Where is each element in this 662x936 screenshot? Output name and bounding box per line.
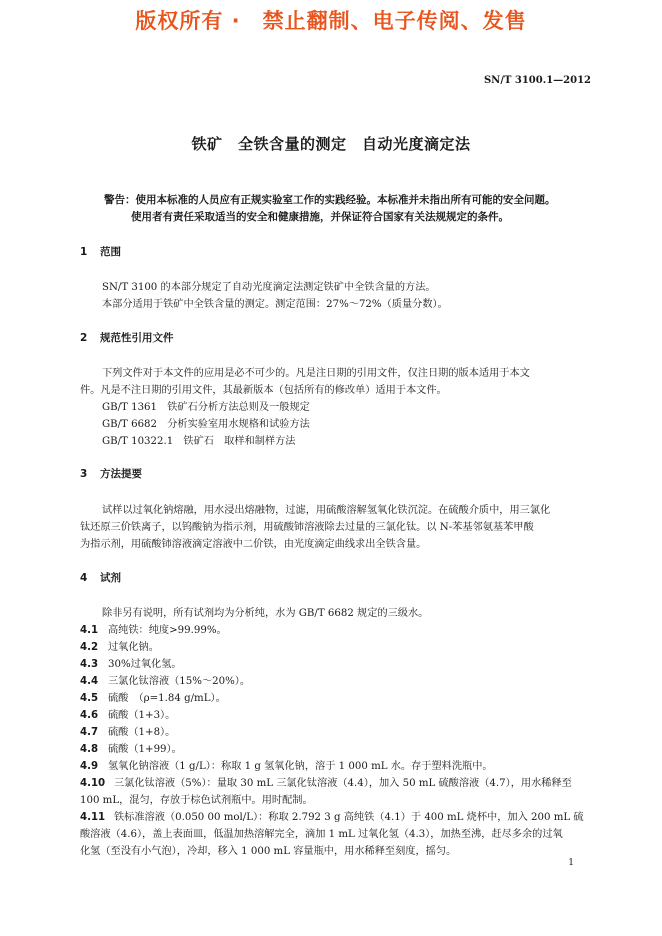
item-number: 4.7 xyxy=(80,727,99,738)
section-title: 方法提要 xyxy=(100,468,142,480)
paragraph-line: 下列文件对于本文件的应用是必不可少的。凡是注日期的引用文件，仅注日期的版本适用于本文 xyxy=(102,368,530,379)
reagent-item xyxy=(80,740,182,755)
reagent-item xyxy=(80,655,182,670)
item-number: 4.1 xyxy=(80,625,99,636)
warning-line-1: 警告：使用本标准的人员应有正规实验室工作的实践经验。本标准并未指出所有可能的安全问题。 xyxy=(104,194,556,206)
item-continuation: 100 mL，混匀，存放于棕色试剂瓶中。用时配制。 xyxy=(80,795,313,806)
item-number: 4.4 xyxy=(80,676,99,687)
paragraph-line: SN/T 3100 的本部分规定了自动光度滴定法测定铁矿中全铁含量的方法。 xyxy=(102,282,436,293)
section-number: 1 xyxy=(80,246,88,258)
item-text: 硫酸（1+8）。 xyxy=(108,727,176,738)
paragraph-line: 为指示剂，用硫酸铈溶液滴定溶液中二价铁，由光度滴定曲线求出全铁含量。 xyxy=(80,539,427,550)
item-number: 4.8 xyxy=(80,744,99,755)
section-number: 2 xyxy=(80,332,88,344)
section-3-heading xyxy=(80,466,142,481)
section-title: 范围 xyxy=(100,246,121,258)
page-number: 1 xyxy=(568,858,574,868)
item-number: 4.9 xyxy=(80,761,99,772)
section-number: 4 xyxy=(80,572,88,584)
item-continuation: 酸溶液（4.6），盖上表面皿，低温加热溶解完全，滴加 1 mL 过氧化氢（4.3），加热至沸，赶尽多余的过氧 xyxy=(80,829,563,840)
item-text: 硫酸（1+99）。 xyxy=(108,744,182,755)
section-title: 试剂 xyxy=(100,572,121,584)
item-text: 硫酸（1+3）。 xyxy=(108,710,176,721)
item-number: 4.2 xyxy=(80,642,99,653)
section-2-heading xyxy=(80,330,174,345)
item-text: 三氯化钛溶液（15%～20%）。 xyxy=(108,676,251,687)
reference-item: GB/T 1361 铁矿石分析方法总则及一般规定 xyxy=(102,402,310,413)
section-1-heading xyxy=(80,244,121,259)
item-text: 30%过氧化氢。 xyxy=(108,659,182,670)
reagent-item xyxy=(80,808,584,823)
item-text: 氢氧化钠溶液（1 g/L）：称取 1 g 氢氧化钠，溶于 1 000 mL 水。存于塑料洗瓶中。 xyxy=(108,761,493,772)
section-title: 规范性引用文件 xyxy=(100,332,174,344)
item-number: 4.5 xyxy=(80,693,99,704)
reagent-item xyxy=(80,621,227,636)
paragraph-line: 件。凡是不注日期的引用文件，其最新版本（包括所有的修改单）适用于本文件。 xyxy=(80,385,447,396)
reagent-item xyxy=(80,638,159,653)
item-text: 三氯化钛溶液（5%）：量取 30 mL 三氯化钛溶液（4.4），加入 50 mL 硫酸溶液（4.7），用水稀释至 xyxy=(114,778,572,789)
warning-line-2: 使用者有责任采取适当的安全和健康措施，并保证符合国家有关法规规定的条件。 xyxy=(131,211,509,223)
copyright-watermark: 版权所有 · 禁止翻制、电子传阅、发售 xyxy=(135,9,527,33)
reference-item: GB/T 10322.1 铁矿石 取样和制样方法 xyxy=(102,436,296,447)
reagent-item xyxy=(80,706,175,721)
document-title: 铁矿 全铁含量的测定 自动光度滴定法 xyxy=(191,135,471,153)
paragraph-line: 本部分适用于铁矿中全铁含量的测定。测定范围：27%～72%（质量分数）。 xyxy=(102,299,448,310)
reagent-item xyxy=(80,757,493,772)
item-number: 4.10 xyxy=(80,778,106,789)
item-text: 硫酸 （ρ=1.84 g/mL）。 xyxy=(108,693,226,704)
item-text: 高纯铁：纯度>99.99%。 xyxy=(108,625,227,636)
reagent-item xyxy=(80,723,175,738)
reagent-item xyxy=(80,672,250,687)
paragraph-line: 试样以过氧化钠熔融，用水浸出熔融物，过滤，用硫酸溶解氢氧化铁沉淀。在硫酸介质中，用三氯化 xyxy=(102,505,551,516)
item-text: 过氧化钠。 xyxy=(108,642,159,653)
section-4-heading xyxy=(80,570,121,585)
paragraph-line: 钛还原三价铁离子，以钨酸钠为指示剂，用硫酸铈溶液除去过量的三氯化钛。以 N-苯基邻氨基苯甲酸 xyxy=(80,522,534,533)
item-number: 4.6 xyxy=(80,710,99,721)
section-number: 3 xyxy=(80,468,88,480)
standard-number: SN/T 3100.1—2012 xyxy=(483,75,591,86)
reagent-item xyxy=(80,774,572,789)
paragraph-line: 除非另有说明，所有试剂均为分析纯，水为 GB/T 6682 规定的三级水。 xyxy=(102,608,429,619)
reagent-item xyxy=(80,689,226,704)
item-continuation: 化氢（至没有小气泡），冷却，移入 1 000 mL 容量瓶中，用水稀释至刻度，摇匀。 xyxy=(80,846,457,857)
item-number: 4.3 xyxy=(80,659,99,670)
item-text: 铁标准溶液（0.050 00 mol/L）：称取 2.792 3 g 高纯铁（4.1）于 400 mL 烧杯中，加入 200 mL 硫 xyxy=(114,812,584,823)
reference-item: GB/T 6682 分析实验室用水规格和试验方法 xyxy=(102,419,310,430)
item-number: 4.11 xyxy=(80,812,106,823)
